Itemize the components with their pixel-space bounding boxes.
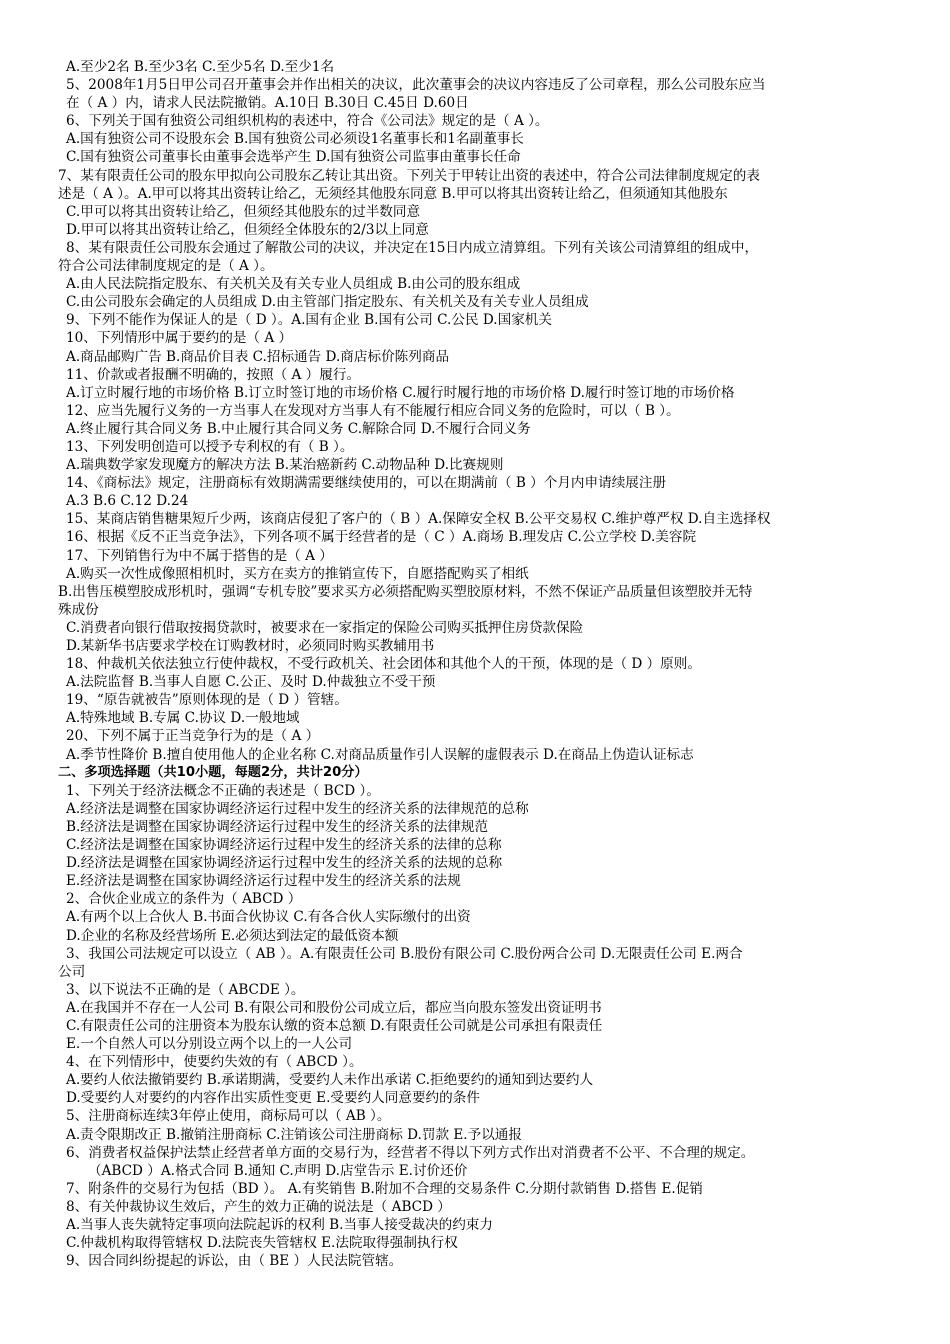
text-line: 7、附条件的交易行为包括（BD ）。 A.有奖销售 B.附加不合理的交易条件 C.分期付款销售 D.搭售 E.促销 bbox=[66, 1180, 703, 1197]
text-line: 11、价款或者报酬不明确的，按照（ A ）履行。 bbox=[66, 366, 361, 383]
text-line: 1、下列关于经济法概念不正确的表述是（ BCD ）。 bbox=[66, 782, 380, 799]
text-line: D.企业的名称及经营场所 E.必须达到法定的最低资本额 bbox=[66, 927, 399, 944]
text-line: 9、因合同纠纷提起的诉讼，由（ BE ）人民法院管辖。 bbox=[66, 1253, 403, 1270]
text-line: 公司 bbox=[58, 963, 86, 980]
text-line: D.经济法是调整在国家协调经济运行过程中发生的经济关系的法规的总称 bbox=[66, 855, 503, 872]
text-line: 9、下列不能作为保证人的是（ D ）。A.国有企业 B.国有公司 C.公民 D.国家机关 bbox=[66, 312, 552, 329]
text-line: C.仲裁机构取得管辖权 D.法院丧失管辖权 E.法院取得强制执行权 bbox=[66, 1235, 458, 1252]
text-line: A.季节性降价 B.擅自使用他人的企业名称 C.对商品质量作引人误解的虚假表示 D.在商品上伪造认证标志 bbox=[66, 746, 694, 763]
text-line: E.经济法是调整在国家协调经济运行过程中发生的经济关系的法规 bbox=[66, 873, 461, 890]
text-line: 符合公司法律制度规定的是（ A ）。 bbox=[58, 258, 274, 275]
text-line: 13、下列发明创造可以授予专利权的有（ B ）。 bbox=[66, 438, 354, 455]
text-line: 19、“原告就被告”原则体现的是（ D ）管辖。 bbox=[66, 692, 348, 709]
text-line: E.一个自然人可以分别设立两个以上的一人公司 bbox=[66, 1036, 353, 1053]
text-line: 10、下列情形中属于要约的是（ A ） bbox=[66, 330, 293, 347]
text-line: 5、2008年1月5日甲公司召开董事会并作出相关的决议，此次董事会的决议内容违反了公司章程，那么公司股东应当 bbox=[66, 77, 766, 94]
text-line: D.某新华书店要求学校在订购教材时，必须同时购买教辅用书 bbox=[66, 638, 435, 654]
text-line: 7、某有限责任公司的股东甲拟向公司股东乙转让其出资。下列关于甲转让出资的表述中，符合公司法律制度规定的表 bbox=[58, 167, 760, 184]
section-heading: 二、多项选择题（共10小题，每题2分，共计20分） bbox=[58, 764, 368, 780]
text-line: A.责令限期改正 B.撤销注册商标 C.注销该公司注册商标 D.罚款 E.予以通报 bbox=[66, 1126, 522, 1143]
text-line: D.受要约人对要约的内容作出实质性变更 E.受要约人同意要约的条件 bbox=[66, 1090, 480, 1107]
text-line: C.经济法是调整在国家协调经济运行过程中发生的经济关系的法律的总称 bbox=[66, 837, 502, 854]
text-line: 3、我国公司法规定可以设立（ AB ）。A.有限责任公司 B.股份有限公司 C.股份两合公司 D.无限责任公司 E.两合 bbox=[66, 945, 743, 962]
text-line: 3、以下说法不正确的是（ ABCDE ）。 bbox=[66, 981, 305, 998]
text-line: C.由公司股东会确定的人员组成 D.由主管部门指定股东、有关机关及有关专业人员组成 bbox=[66, 294, 589, 311]
text-line: A.经济法是调整在国家协调经济运行过程中发生的经济关系的法律规范的总称 bbox=[66, 800, 529, 817]
text-line: A.在我国并不存在一人公司 B.有限公司和股份公司成立后，都应当向股东签发出资证明书 bbox=[66, 999, 602, 1016]
text-line: 殊成份 bbox=[58, 601, 99, 618]
text-line: 18、仲裁机关依法独立行使仲裁权，不受行政机关、社会团体和其他个人的干预，体现的是（ D ）原则。 bbox=[66, 656, 701, 673]
text-line: C.国有独资公司董事长由董事会选举产生 D.国有独资公司监事由董事长任命 bbox=[66, 149, 521, 166]
text-line: A.有两个以上合伙人 B.书面合伙协议 C.有各合伙人实际缴付的出资 bbox=[66, 909, 471, 926]
text-line: A.瑞典数学家发现魔方的解决方法 B.某治癌新药 C.动物品种 D.比赛规则 bbox=[66, 457, 504, 474]
text-line: A.特殊地域 B.专属 C.协议 D.一般地域 bbox=[66, 710, 300, 727]
text-line: 8、有关仲裁协议生效后，产生的效力正确的说法是（ ABCD ） bbox=[66, 1198, 451, 1215]
text-line: D.甲可以将其出资转让给乙，但须经全体股东的2/3以上同意 bbox=[66, 221, 429, 238]
text-line: 6、下列关于国有独资公司组织机构的表述中，符合《公司法》规定的是（ A ）。 bbox=[66, 113, 549, 130]
text-line: 14、《商标法》规定，注册商标有效期满需要继续使用的，可以在期满前（ B ）个月内申请续展注册 bbox=[66, 475, 667, 492]
text-line: B.经济法是调整在国家协调经济运行过程中发生的经济关系的法律规范 bbox=[66, 818, 489, 835]
text-line: 16、根据《反不正当竞争法》，下列各项不属于经营者的是（ C ）A.商场 B.理发店 C.公立学校 D.美容院 bbox=[66, 529, 697, 546]
text-line: A.当事人丧失就特定事项向法院起诉的权利 B.当事人接受裁决的约束力 bbox=[66, 1217, 493, 1233]
text-line: 2、合伙企业成立的条件为（ ABCD ） bbox=[66, 891, 302, 908]
text-line: C.甲可以将其出资转让给乙，但须经其他股东的过半数同意 bbox=[66, 203, 421, 220]
text-line: 4、在下列情形中，使要约失效的有（ ABCD ）。 bbox=[66, 1054, 363, 1071]
text-line: A.购买一次性成像照相机时，买方在卖方的推销宣传下，自愿搭配购买了相纸 bbox=[66, 565, 529, 582]
text-line: 20、下列不属于正当竞争行为的是（ A ） bbox=[66, 728, 320, 745]
text-line: 5、注册商标连续3年停止使用，商标局可以（ AB ）。 bbox=[66, 1108, 391, 1125]
text-line: 17、下列销售行为中不属于搭售的是（ A ） bbox=[66, 547, 333, 564]
text-line: A.终止履行其合同义务 B.中止履行其合同义务 C.解除合同 D.不履行合同义务 bbox=[66, 420, 531, 437]
text-line: A.商品邮购广告 B.商品价目表 C.招标通告 D.商店标价陈列商品 bbox=[66, 348, 450, 365]
text-line: A.订立时履行地的市场价格 B.订立时签订地的市场价格 C.履行时履行地的市场价格 D.履行时签订地的市场价格 bbox=[66, 384, 735, 401]
text-line: C.有限责任公司的注册资本为股东认缴的资本总额 D.有限责任公司就是公司承担有限责任 bbox=[66, 1017, 603, 1034]
text-line: 15、某商店销售糖果短斤少两，该商店侵犯了客户的（ B ）A.保障安全权 B.公平交易权 C.维护尊严权 D.自主选择权 bbox=[66, 511, 771, 528]
text-line: A.要约人依法撤销要约 B.承诺期满，受要约人未作出承诺 C.拒绝要约的通知到达要约人 bbox=[66, 1072, 594, 1089]
text-line: 在（ A ）内，请求人民法院撤销。A.10日 B.30日 C.45日 D.60日 bbox=[66, 95, 469, 112]
text-line: A.3 B.6 C.12 D.24 bbox=[66, 493, 189, 510]
text-line: A.由人民法院指定股东、有关机关及有关专业人员组成 B.由公司的股东组成 bbox=[66, 276, 521, 293]
text-line: A.国有独资公司不设股东会 B.国有独资公司必须设1名董事长和1名副董事长 bbox=[66, 131, 524, 148]
text-line: 6、消费者权益保护法禁止经营者单方面的交易行为，经营者不得以下列方式作出对消费者不公平、不合理的规定。 bbox=[66, 1144, 755, 1161]
text-line: A.至少2名 B.至少3名 C.至少5名 D.至少1名 bbox=[66, 59, 335, 75]
text-line: 述是（ A ）。A.甲可以将其出资转让给乙，无须经其他股东同意 B.甲可以将其出资转让给乙，但须通知其他股东 bbox=[58, 185, 728, 202]
text-line: C.消费者向银行借取按揭贷款时，被要求在一家指定的保险公司购买抵押住房贷款保险 bbox=[66, 619, 584, 636]
text-line: B.出售压模塑胶成形机时，强调“专机专胶”要求买方必须搭配购买塑胶原材料，不然不保证产品质量但该塑胶并无特 bbox=[58, 583, 753, 600]
text-line: 8、某有限责任公司股东会通过了解散公司的决议，并决定在15日内成立清算组。下列有关该公司清算组的组成中， bbox=[66, 239, 759, 256]
text-line: （ABCD ）A.格式合同 B.通知 C.声明 D.店堂告示 E.讨价还价 bbox=[88, 1162, 468, 1179]
text-line: 12、应当先履行义务的一方当事人在发现对方当事人有不能履行相应合同义务的危险时，可以（ B ）。 bbox=[66, 402, 680, 419]
text-line: A.法院监督 B.当事人自愿 C.公正、及时 D.仲裁独立不受干预 bbox=[66, 674, 436, 691]
